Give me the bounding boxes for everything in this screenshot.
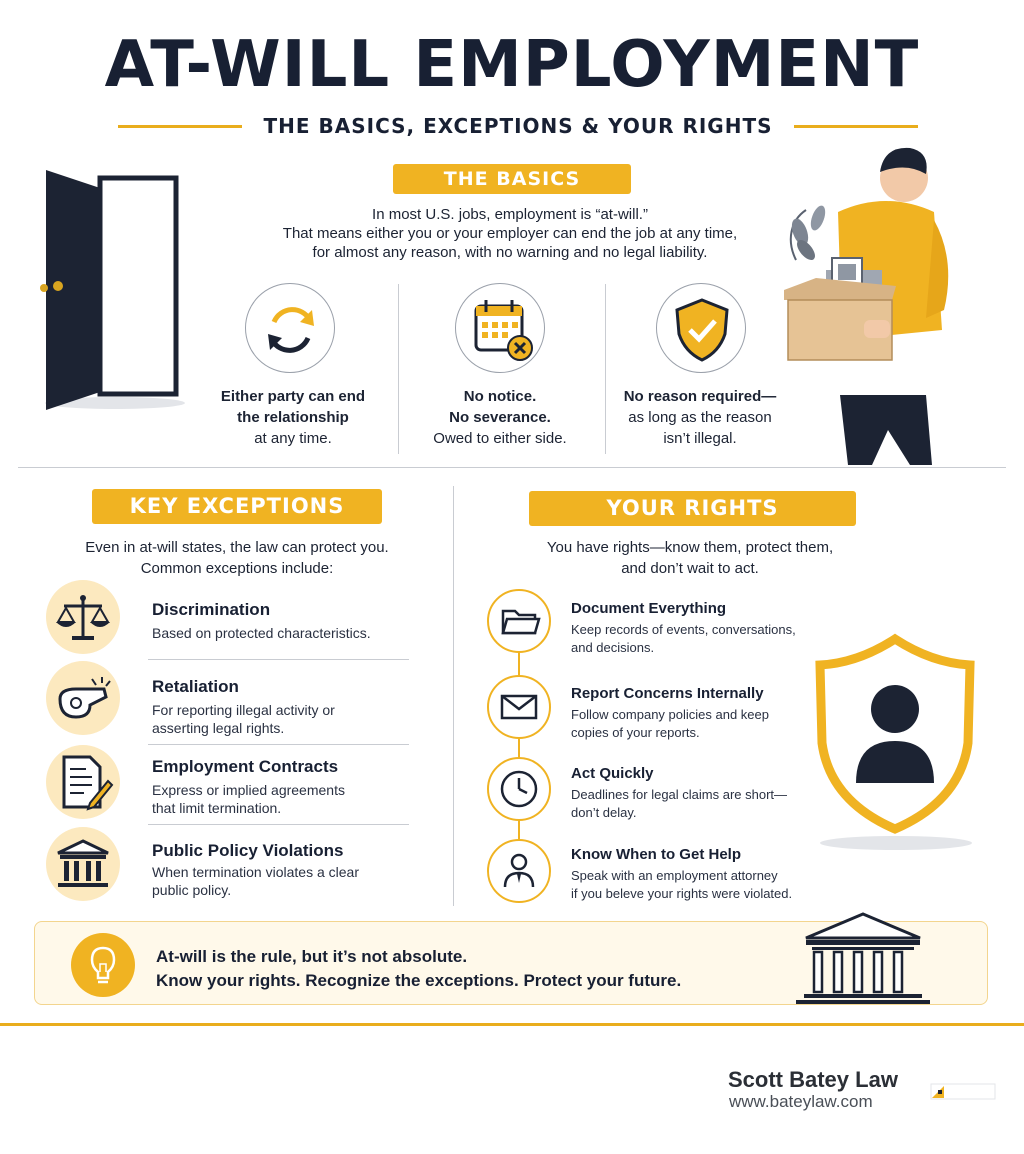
rights-desc: Deadlines for legal claims are short— [571,787,788,802]
divider [148,659,409,660]
basic-item-2 [400,386,600,449]
folder-icon [487,589,551,653]
subtitle-rule-right [794,125,918,128]
exception-title: Public Policy Violations [152,841,344,860]
divider [148,824,409,825]
exception-title: Discrimination [152,600,271,619]
basic-item-desc: at any time. [254,430,332,447]
exception-item-3 [152,757,345,817]
page-title: AT-WILL EMPLOYMENT [104,28,920,102]
basic-item-title: No notice. [463,388,537,405]
rights-intro-line: You have rights—know them, protect them, [546,539,834,556]
basic-item-desc: Owed to either side. [433,430,567,447]
rights-desc: don’t delay. [571,805,637,820]
firm-logo-icon [930,1082,996,1102]
basic-item-title: Either party can end [220,388,366,405]
exceptions-intro [40,537,434,579]
firm-name: Scott Batey Law [728,1067,898,1092]
section-divider [18,467,1006,468]
subtitle-rule-left [118,125,242,128]
divider [148,744,409,745]
exception-desc: asserting legal rights. [152,720,285,736]
attorney-icon [487,839,551,903]
basics-intro [250,205,770,262]
exception-desc: Express or implied agreements [152,782,345,798]
column-divider [453,486,454,906]
rights-intro [490,537,890,579]
basics-badge: THE BASICS [393,164,631,194]
exception-desc: When termination violates a clear [152,864,359,880]
shield-person-icon [812,633,978,855]
rights-item-3 [571,765,787,822]
banner-text [156,945,681,993]
exception-item-1 [152,600,371,642]
rights-desc: Keep records of events, conversations, [571,622,796,637]
contract-icon [46,745,120,819]
rights-desc: Follow company policies and keep [571,707,769,722]
whistle-icon [46,661,120,735]
basics-intro-line: In most U.S. jobs, employment is “at-will.” [372,206,648,223]
exception-title: Retaliation [152,677,239,696]
courthouse-icon [46,827,120,901]
basics-intro-line: for almost any reason, with no warning and no legal liability. [312,244,708,261]
exceptions-intro-line: Even in at-will states, the law can protect you. [85,539,389,556]
firm-url[interactable]: www.bateylaw.com [729,1092,873,1111]
exception-desc: Based on protected characteristics. [152,625,371,641]
basics-intro-line: That means either you or your employer can end the job at any time, [282,225,738,242]
exception-desc: public policy. [152,882,232,898]
open-door-illustration [20,160,200,420]
refresh-arrows-icon [245,283,335,373]
rights-title: Document Everything [571,600,727,617]
exception-desc: that limit termination. [152,800,282,816]
man-with-box-illustration [776,140,972,470]
basic-item-1 [193,386,393,449]
rights-title: Report Concerns Internally [571,685,764,702]
clock-icon [487,757,551,821]
banner-line: Know your rights. Recognize the exceptions. Protect your future. [156,971,682,990]
basic-item-title: No severance. [449,409,551,426]
rights-title: Act Quickly [571,765,654,782]
rights-item-2 [571,685,769,742]
rights-item-4 [571,846,792,903]
exception-item-4 [152,841,359,899]
page-subtitle: THE BASICS, EXCEPTIONS & YOUR RIGHTS [263,114,773,138]
exception-title: Employment Contracts [152,757,339,776]
basic-item-desc: as long as the reason [628,409,772,426]
rights-title: Know When to Get Help [571,846,741,863]
basic-item-3 [600,386,800,449]
exceptions-intro-line: Common exceptions include: [140,560,334,577]
basic-item-desc: isn’t illegal. [663,430,737,447]
basic-item-title: No reason required— [623,388,777,405]
lightbulb-icon [70,932,136,998]
key-exceptions-badge: KEY EXCEPTIONS [92,489,382,524]
shield-check-icon [656,283,746,373]
banner-line: At-will is the rule, but it’s not absolute. [156,947,468,966]
your-rights-badge: YOUR RIGHTS [529,491,856,526]
rights-intro-line: and don’t wait to act. [621,560,759,577]
rights-item-1 [571,600,796,657]
subtitle-row [118,112,918,140]
scales-icon [46,580,120,654]
exception-item-2 [152,677,335,737]
exception-desc: For reporting illegal activity or [152,702,335,718]
envelope-icon [487,675,551,739]
rights-desc: if you beleve your rights were violated. [571,886,793,901]
bottom-rule [0,1023,1024,1026]
calendar-cross-icon [455,283,545,373]
rights-desc: copies of your reports. [571,725,700,740]
rights-desc: and decisions. [571,640,655,655]
rights-desc: Speak with an employment attorney [571,868,778,883]
divider [398,284,399,454]
basic-item-title: the relationship [237,409,349,426]
courthouse-icon [792,910,934,1008]
